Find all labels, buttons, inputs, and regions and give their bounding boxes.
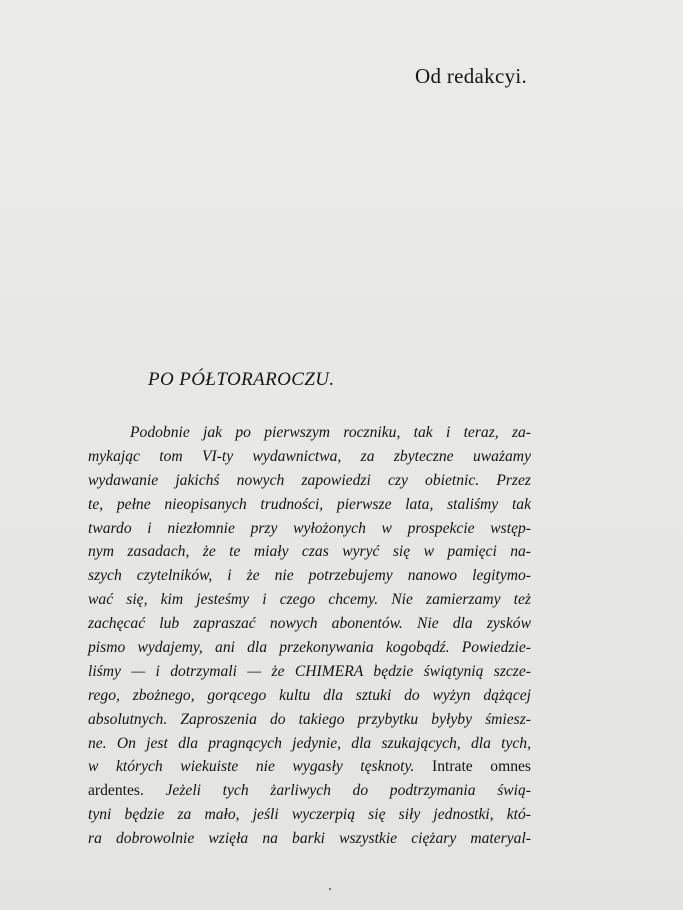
text-line: rego, zbożnego, gorącego kultu dla sztuki do wyżyn dążącej — [88, 686, 531, 704]
text-line: wać się, kim jesteśmy i czego chcemy. Nie zamierzamy też — [88, 591, 531, 609]
text-line: ne. On jest dla pragnących jedynie, dla szukających, dla tych, — [88, 734, 531, 752]
text-italic-segment: Jeżeli tych żarliwych do podtrzymania świą- — [165, 782, 531, 800]
text-line: pismo wydajemy, ani dla przekonywania kogobądź. Powiedzie- — [88, 639, 531, 657]
latin-phrase: Intrate omnes — [432, 758, 531, 776]
text-line: ra dobrowolnie wzięła na barki wszystkie ciężary materyal- — [88, 830, 531, 848]
page-mark — [329, 888, 331, 890]
latin-phrase: ardentes. — [88, 782, 144, 800]
text-line: wydawanie jakichś nowych zapowiedzi czy obietnic. Przez — [88, 471, 531, 489]
text-line: szych czytelników, i że nie potrzebujemy nanowo legitymo- — [88, 567, 531, 585]
section-heading: PO PÓŁTORAROCZU. — [148, 369, 335, 390]
text-line: liśmy — i dotrzymali — że CHIMERA będzie świątynią szcze- — [88, 662, 531, 680]
text-line: absolutnych. Zaproszenia do takiego przybytku byłyby śmiesz- — [88, 710, 531, 728]
text-line: Podobnie jak po pierwszym roczniku, tak i teraz, za- — [130, 424, 531, 441]
body-text — [88, 421, 531, 851]
text-line: zachęcać lub zapraszać nowych abonentów. Nie dla zysków — [88, 615, 531, 633]
text-line: twardo i niezłomnie przy wyłożonych w prospekcie wstęp- — [88, 519, 531, 537]
running-header-title: Od redakcyi. — [415, 64, 528, 88]
text-line: mykając tom VI-ty wydawnictwa, za zbyteczne uważamy — [88, 447, 531, 465]
text-line: te, pełne nieopisanych trudności, pierwsze lata, staliśmy tak — [88, 495, 531, 513]
text-line-mixed — [88, 755, 531, 779]
text-italic-segment: w których wiekuiste nie wygasły tęsknoty. — [88, 758, 415, 776]
text-line: tyni będzie za mało, jeśli wyczerpią się siły jednostki, któ- — [88, 806, 531, 824]
text-line: nym zasadach, że te miały czas wyryć się w pamięci na- — [88, 543, 531, 561]
text-line-mixed — [88, 779, 531, 803]
